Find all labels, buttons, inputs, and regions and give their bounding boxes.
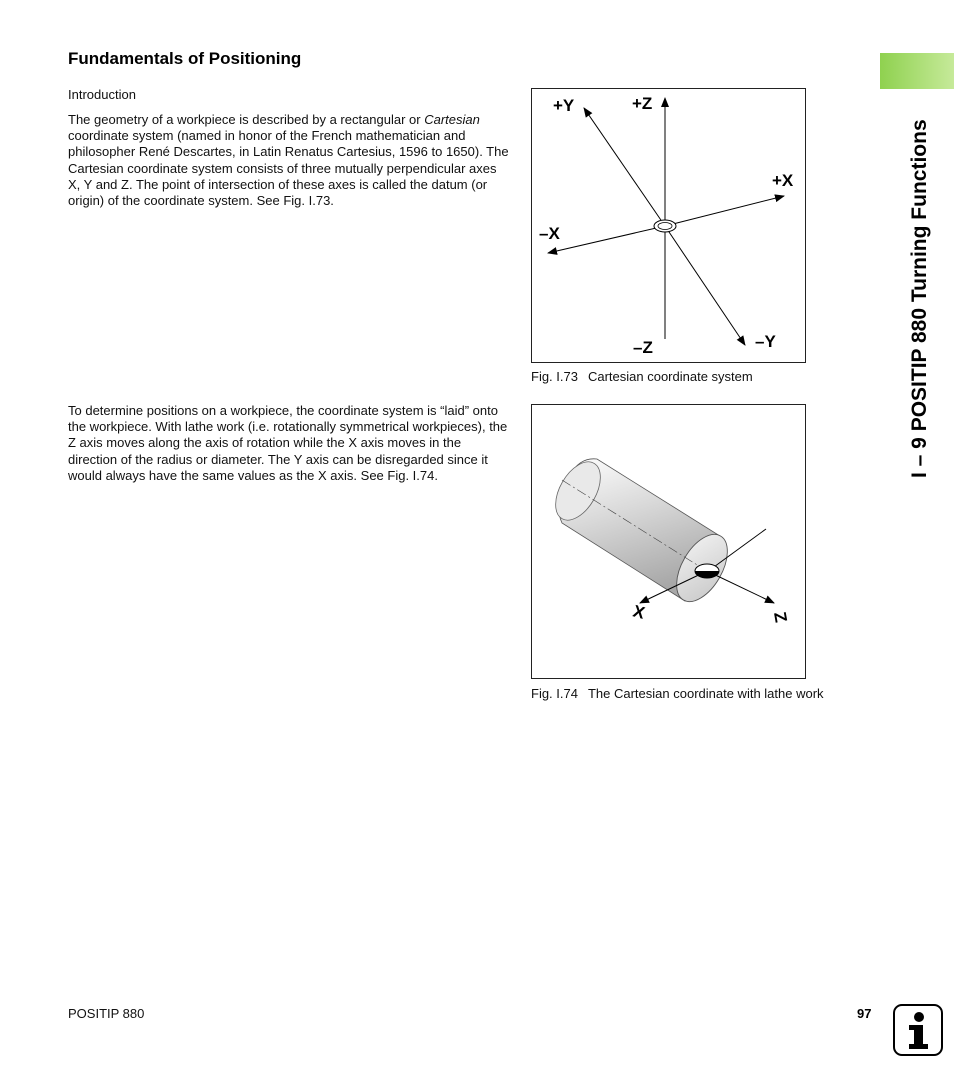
x-axis-positive [665,196,784,226]
label-minus-y: –Y [755,332,776,351]
figure-cartesian-coordinate-system [531,88,806,363]
info-icon [893,1004,943,1056]
label-plus-z: +Z [632,94,653,113]
label-x: X [630,601,647,623]
lathe-cylinder-diagram [532,405,805,678]
z-axis-arrow [707,571,774,603]
figure2-caption-number: Fig. I.74 [531,686,578,701]
subsection-title: Introduction [68,87,136,102]
intro-text-italic: Cartesian [424,112,480,127]
chapter-title-vertical: I – 9 POSITIP 880 Turning Functions [908,119,931,478]
label-minus-z: –Z [633,338,653,357]
label-plus-x: +X [772,171,794,190]
chapter-tab [880,53,954,89]
figure2-caption-text: The Cartesian coordinate with lathe work [587,686,824,701]
figure1-caption-number: Fig. I.73 [531,369,578,384]
y-axis-positive [584,108,665,226]
page-number: 97 [857,1006,872,1021]
figure1-caption-text: Cartesian coordinate system [587,369,753,384]
figure2-caption [531,686,824,701]
lathe-paragraph: To determine positions on a workpiece, the coordinate system is “laid” onto the workpiece. With lathe work (i.e. rotationally symmetrical workpieces), the Z axis moves along the axis of rotation while the X axis moves in the direction of the radius or diameter. The Y axis can be disregarded since it would always have the same values as the X axis. See Fig. I.74. [68,403,508,483]
figure-lathe-coordinates [531,404,806,679]
datum-marker [654,220,676,232]
section-heading: Fundamentals of Positioning [68,49,302,68]
intro-text-before: The geometry of a workpiece is described by a rectangular or [68,112,425,127]
x-axis-negative [548,226,665,253]
label-z: Z [770,610,791,624]
info-glyph [895,1006,941,1054]
intro-text-after: coordinate system (named in honor of the French mathematician and philosopher René Descartes, in Latin Renatus Cartesius, 1596 to 1650). The Cartesian coordinate system consists of three mutually perpendicular axes X, Y and Z. The point of intersection of these axes is called the datum (or origin) of the coordinate system. See Fig. I.73. [68,128,509,209]
figure1-caption [531,369,753,384]
intro-paragraph [68,112,510,209]
coordinate-axes-diagram [532,89,805,362]
y-axis-negative [665,226,745,345]
label-plus-y: +Y [553,96,575,115]
footer-product-name: POSITIP 880 [68,1006,145,1021]
label-minus-x: –X [539,224,560,243]
